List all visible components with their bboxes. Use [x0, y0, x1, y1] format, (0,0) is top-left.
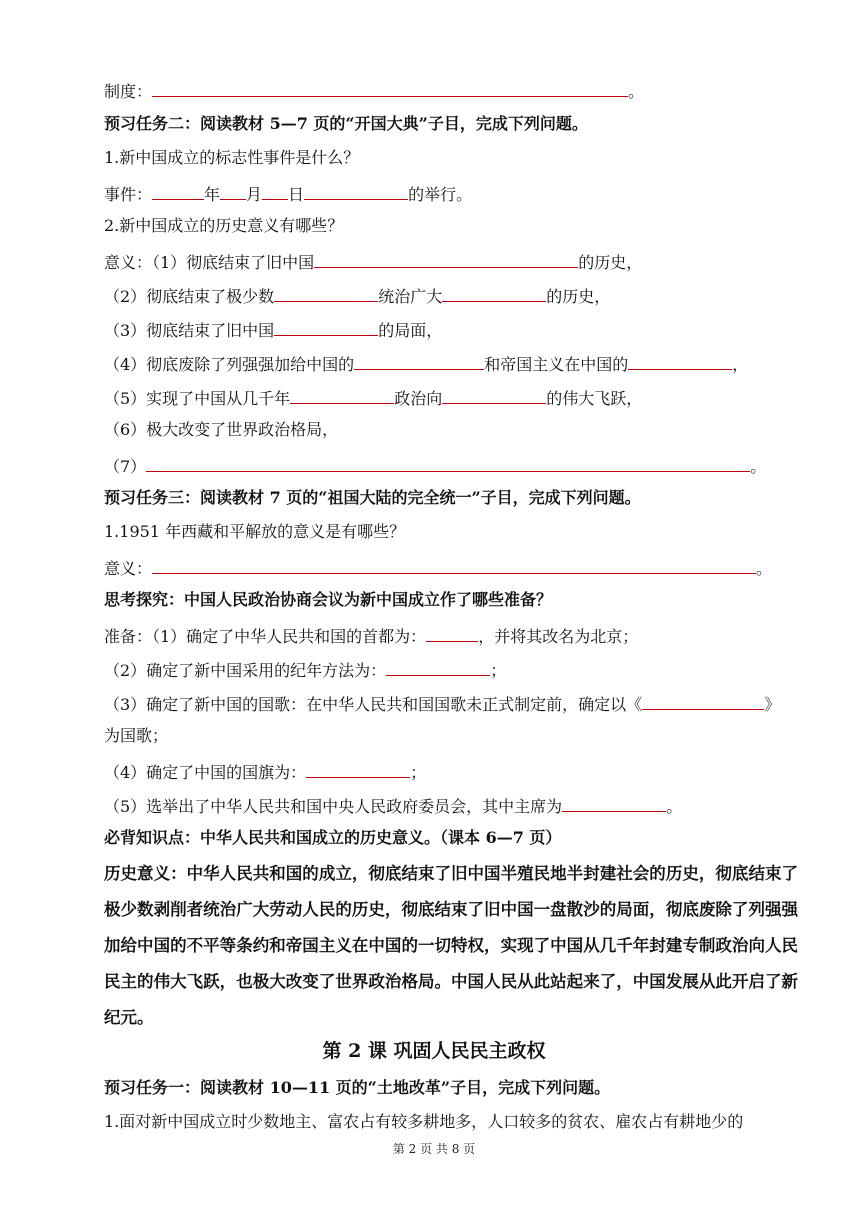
text: 统治广大 [378, 287, 443, 306]
text: 的历史， [546, 287, 611, 306]
text: 日 [288, 185, 305, 204]
blank-field[interactable] [562, 793, 666, 812]
text: 和帝国主义在中国的 [484, 355, 629, 374]
text: 月 [246, 185, 263, 204]
task1-heading: 预习任务一：阅读教材 10—11 页的“土地改革”子目，完成下列问题。 [104, 1078, 611, 1097]
task2-heading: 预习任务二：阅读教材 5—7 页的“开国大典”子目，完成下列问题。 [104, 114, 588, 133]
line-event [104, 181, 808, 206]
text: （5）选举出了中华人民共和国中央人民政府委员会，其中主席为 [104, 797, 563, 816]
text: ； [410, 763, 427, 782]
text: （4）确定了中国的国旗为： [104, 763, 307, 782]
think-heading: 思考探究：中国人民政治协商会议为新中国成立作了哪些准备？ [104, 590, 553, 609]
text: （2）确定了新中国采用的纪年方法为： [104, 661, 387, 680]
text: （3）确定了新中国的国歌：在中华人民共和国国歌未正式制定前，确定以《 [104, 695, 643, 714]
question-3: 1.1951 年西藏和平解放的意义是有哪些？ [104, 522, 406, 541]
text: （4）彻底废除了列强强加给中国的 [104, 355, 355, 374]
text: 意义：（1）彻底结束了旧中国 [104, 253, 315, 272]
line-prep-1 [104, 623, 808, 648]
text: ； [490, 661, 507, 680]
question-2: 2.新中国成立的历史意义有哪些？ [104, 216, 344, 235]
blank-field[interactable] [306, 759, 410, 778]
line-prep-3 [104, 691, 808, 716]
blank-field[interactable] [442, 283, 546, 302]
blank-field[interactable] [290, 385, 394, 404]
blank-field[interactable] [152, 181, 204, 200]
question-1: 1.新中国成立的标志性事件是什么？ [104, 148, 360, 167]
blank-field[interactable] [628, 351, 732, 370]
blank-field[interactable] [442, 385, 546, 404]
blank-field[interactable] [274, 283, 378, 302]
text: 。 [666, 797, 683, 816]
text: 的举行。 [408, 185, 473, 204]
text: （5）实现了中国从几千年 [104, 389, 291, 408]
blank-field[interactable] [642, 691, 764, 710]
text: （2）彻底结束了极少数 [104, 287, 275, 306]
line-meaning-3 [104, 317, 808, 342]
text: 政治向 [394, 389, 443, 408]
blank-field[interactable] [314, 249, 578, 268]
significance-paragraph: 历史意义：中华人民共和国的成立，彻底结束了旧中国半殖民地半封建社会的历史，彻底结束了极少数剥削者统治广大劳动人民的历史，彻底结束了旧中国一盘散沙的局面，彻底废除了列强强加给中国的不平等条约和帝国主义在中国的一切特权，实现了中国从几千年封建专制政治向人民民主的伟大飞跃，也极大改变了世界政治格局。中国人民从此站起来了，中国发展从此开启了新纪元。 [104, 864, 798, 1027]
text: 。 [750, 457, 767, 476]
blank-field[interactable] [146, 453, 750, 472]
blank-field[interactable] [152, 78, 628, 97]
blank-field[interactable] [262, 181, 288, 200]
line-prep-5 [104, 793, 808, 818]
text: ， [732, 355, 749, 374]
text: 事件： [104, 185, 153, 204]
line-tibet-meaning [104, 555, 808, 580]
text: （7） [104, 457, 147, 476]
blank-field[interactable] [304, 181, 408, 200]
line-meaning-5 [104, 385, 808, 410]
line-prep-4 [104, 759, 808, 784]
text: （3）彻底结束了旧中国 [104, 321, 275, 340]
line-meaning-1 [104, 249, 808, 274]
blank-field[interactable] [354, 351, 484, 370]
task3-heading: 预习任务三：阅读教材 7 页的“祖国大陆的完全统一”子目，完成下列问题。 [104, 488, 641, 507]
line-meaning-6: （6）极大改变了世界政治格局， [104, 420, 339, 439]
line-prep-2 [104, 657, 808, 682]
text: 的历史， [578, 253, 643, 272]
text: ，并将其改名为北京； [478, 627, 639, 646]
blank-field[interactable] [220, 181, 246, 200]
text: 。 [628, 82, 645, 101]
text: 》 [764, 695, 781, 714]
line-system [104, 78, 808, 103]
text: 的伟大飞跃， [546, 389, 643, 408]
text: 。 [756, 559, 773, 578]
blank-field[interactable] [274, 317, 378, 336]
blank-field[interactable] [152, 555, 756, 574]
blank-field[interactable] [386, 657, 490, 676]
text: 的局面， [378, 321, 443, 340]
lesson-title: 第 2 课 巩固人民民主政权 [322, 1040, 546, 1062]
line-meaning-4 [104, 351, 808, 376]
text: 制度： [104, 82, 153, 101]
page-footer: 第 2 页 共 8 页 [392, 1142, 476, 1156]
blank-field[interactable] [426, 623, 478, 642]
question-4: 1.面对新中国成立时少数地主、富农占有较多耕地多，人口较多的贫农、雇农占有耕地少的 [104, 1112, 744, 1131]
text: 准备：（1）确定了中华人民共和国的首都为： [104, 627, 427, 646]
must-know-heading: 必背知识点：中华人民共和国成立的历史意义。（课本 6—7 页） [104, 828, 562, 847]
line-meaning-7 [104, 453, 808, 478]
text: 年 [204, 185, 221, 204]
line-prep-3-cont: 为国歌； [104, 726, 169, 745]
line-meaning-2 [104, 283, 808, 308]
text: 意义： [104, 559, 153, 578]
